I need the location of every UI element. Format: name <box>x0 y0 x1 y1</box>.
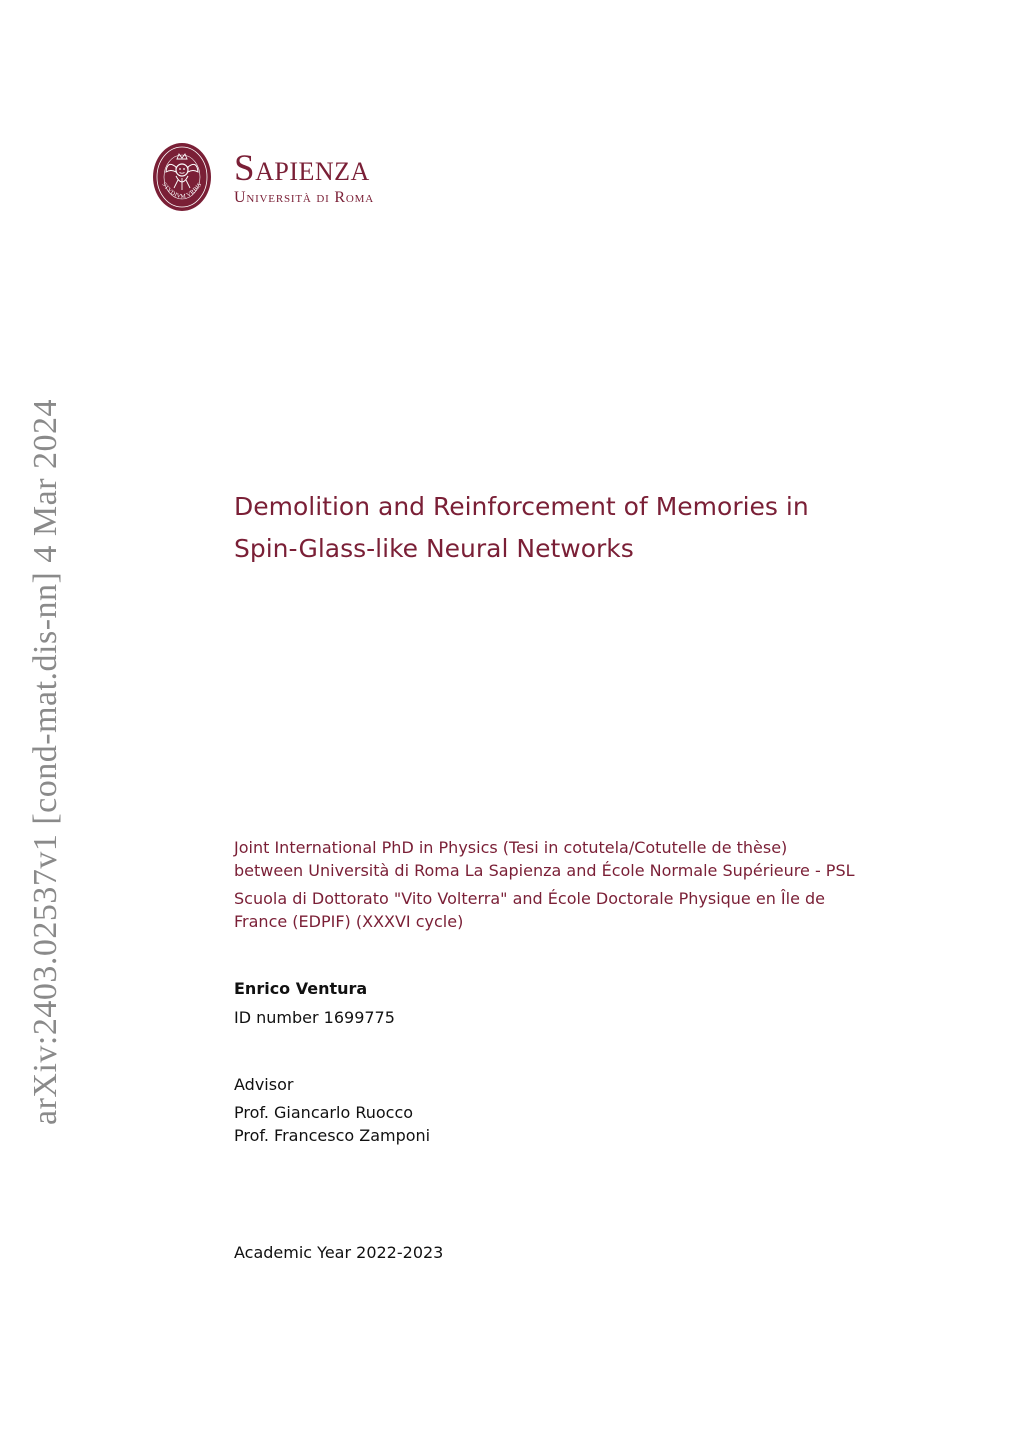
advisor-name: Prof. Giancarlo Ruocco <box>234 1103 414 1122</box>
advisor-names <box>234 1101 430 1147</box>
doctoral-program <box>234 836 854 933</box>
author-id-number: ID number 1699775 <box>234 1008 395 1027</box>
advisor-block <box>234 1073 430 1147</box>
program-line-3: Scuola di Dottorato "Vito Volterra" and École Doctorale Physique en Île de <box>234 889 826 908</box>
program-line-4: France (EDPIF) (XXXVI cycle) <box>234 912 464 931</box>
author-name: Enrico Ventura <box>234 979 368 998</box>
thesis-title-line-2: Spin-Glass-like Neural Networks <box>234 534 634 563</box>
sapienza-seal-logo <box>152 140 212 212</box>
program-line-1: Joint International PhD in Physics (Tesi in cotutela/Cotutelle de thèse) <box>234 838 788 857</box>
university-wordmark <box>234 150 374 207</box>
academic-year: Academic Year 2022-2023 <box>234 1243 444 1262</box>
advisor-heading: Advisor <box>234 1075 294 1094</box>
thesis-title-line-1: Demolition and Reinforcement of Memories in <box>234 492 809 521</box>
author-block <box>234 977 395 1029</box>
svg-text:STVDIVM VRBIS: STVDIVM VRBIS <box>160 181 204 201</box>
program-line-2: between Università di Roma La Sapienza and École Normale Supérieure - PSL <box>234 861 855 880</box>
university-subtitle: Università di Roma <box>234 189 374 206</box>
university-name: Sapienza <box>234 148 370 189</box>
thesis-title <box>234 486 854 570</box>
advisor-name: Prof. Francesco Zamponi <box>234 1126 431 1145</box>
arxiv-identifier-stamp: arXiv:2403.02537v1 [cond-mat.dis-nn] 4 Mar 2024 <box>27 398 64 1126</box>
